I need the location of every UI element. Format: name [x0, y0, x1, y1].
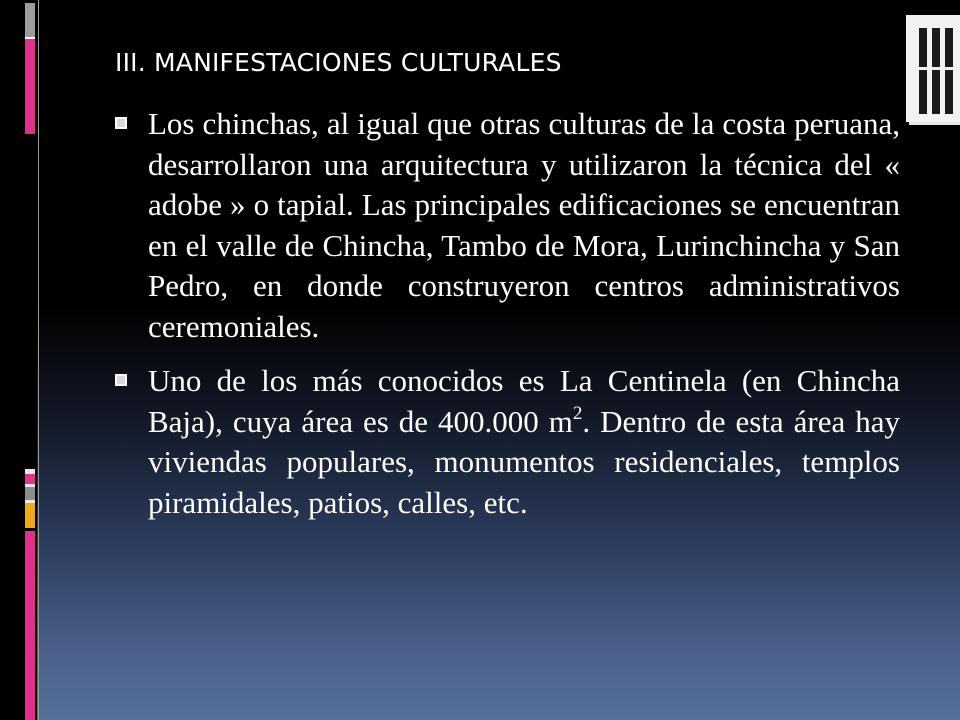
left-border-line	[38, 0, 39, 720]
accent-bar-bottom-pink-1	[25, 474, 35, 484]
bullet-item-architecture	[110, 104, 900, 347]
accent-bar-top-pink	[25, 39, 35, 134]
window-panes-icon	[906, 10, 960, 125]
square-bullet-icon	[115, 374, 127, 386]
bullet-text-la-centinela-start: Uno de los más conocidos es La Centinela (en Chincha Baja), cuya área es de 400.000 m	[148, 363, 900, 439]
accent-bar-top-grey	[25, 3, 35, 37]
bullet-text-la-centinela-end: . Dentro de esta área hay viviendas populares, monumentos residenciales, templos piramidales, patios, calles, etc.	[148, 403, 900, 520]
bullet-list	[110, 104, 900, 537]
accent-bar-bottom-grey	[25, 487, 35, 500]
bullet-item-la-centinela	[110, 361, 900, 523]
square-bullet-icon	[115, 117, 127, 129]
accent-bar-bottom-pink-2	[25, 531, 35, 720]
slide-title: III. MANIFESTACIONES CULTURALES	[115, 48, 562, 77]
bullet-text-architecture: Los chinchas, al igual que otras culturas de la costa peruana, desarrollaron una arquitectura y utilizaron la técnica del « adobe » o tapial. Las principales edificaciones se encuentran en el valle de Chincha, Tambo de Mora, Lurinchincha y San Pedro, en donde construyeron centros administrativos ceremoniales.	[148, 106, 900, 344]
area-unit-superscript: 2	[572, 403, 583, 425]
accent-bar-bottom-yellow	[25, 503, 35, 528]
